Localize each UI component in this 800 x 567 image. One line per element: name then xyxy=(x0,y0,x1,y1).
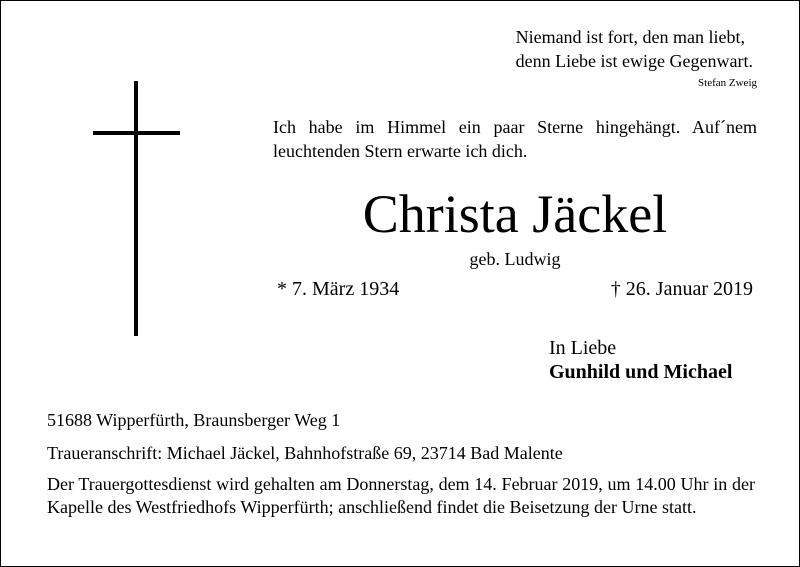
cross-icon-bar xyxy=(93,131,180,135)
cross-icon xyxy=(134,81,138,336)
mourners-names: Gunhild und Michael xyxy=(549,361,733,383)
quote xyxy=(516,25,753,73)
deceased-name: Christa Jäckel xyxy=(362,184,668,244)
mourners-label: In Liebe xyxy=(549,337,617,359)
quote-author: Stefan Zweig xyxy=(698,77,757,89)
mourning-address: Traueranschrift: Michael Jäckel, Bahnhofstraße 69, 23714 Bad Malente xyxy=(47,443,563,463)
death-date: † 26. Januar 2019 xyxy=(610,278,753,300)
maiden-name: geb. Ludwig xyxy=(469,249,561,269)
service-info: Der Trauergottesdienst wird gehalten am Donnerstag, dem 14. Februar 2019, um 14.00 Uhr in der Kapelle des Westfriedhofs Wipperfürth; anschließend findet die Beisetzung der Urne statt. xyxy=(47,474,755,517)
residence-address: 51688 Wipperfürth, Braunsberger Weg 1 xyxy=(47,410,341,430)
poem: Ich habe im Himmel ein paar Sterne hingehängt. Auf´nem leuchtenden Stern erwarte ich dich. xyxy=(273,117,757,161)
quote-line-1: Niemand ist fort, den man liebt, xyxy=(515,27,746,47)
birth-date: * 7. März 1934 xyxy=(277,278,400,300)
quote-line-2: denn Liebe ist ewige Gegenwart. xyxy=(515,51,753,71)
